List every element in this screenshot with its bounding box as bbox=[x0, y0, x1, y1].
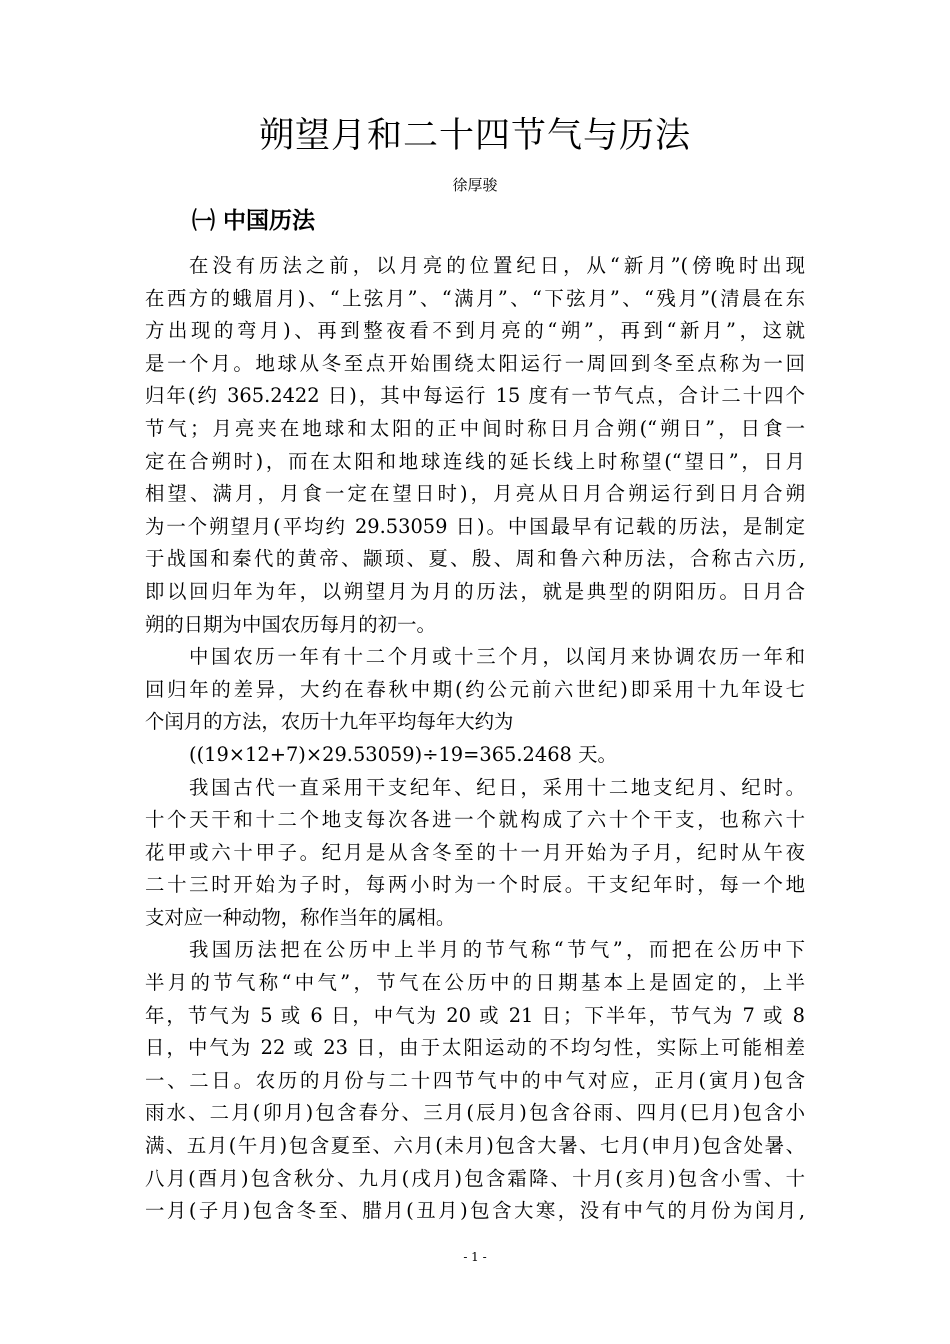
paragraph-line: 于战国和秦代的黄帝、颛顼、夏、殷、周和鲁六种历法，合称古六历, bbox=[145, 547, 805, 571]
paragraph-line: 日，中气为 22 或 23 日，由于太阳运动的不均匀性，实际上可能相差 bbox=[145, 1036, 805, 1060]
paragraph-line: 雨水、二月(卯月)包含春分、三月(辰月)包含谷雨、四月(巳月)包含小 bbox=[145, 1101, 805, 1125]
paragraph-line: 朔的日期为中国农历每月的初一。 bbox=[145, 612, 436, 636]
paragraph-line: 二十三时开始为子时，每两小时为一个时辰。干支纪年时，每一个地 bbox=[145, 873, 805, 897]
document-title: 朔望月和二十四节气与历法 bbox=[258, 116, 691, 156]
paragraph-line: 支对应一种动物，称作当年的属相。 bbox=[145, 905, 456, 929]
paragraph-line: 我国历法把在公历中上半月的节气称“节气”，而把在公历中下 bbox=[189, 938, 805, 962]
paragraph-line: 中国农历一年有十二个月或十三个月，以闰月来协调农历一年和 bbox=[189, 645, 805, 669]
paragraph-line: 年，节气为 5 或 6 日，中气为 20 或 21 日；下半年，节气为 7 或 8 bbox=[145, 1003, 805, 1027]
paragraph-line: 一月(子月)包含冬至、腊月(丑月)包含大寒，没有中气的月份为闰月, bbox=[145, 1199, 805, 1223]
section-heading: ㈠ 中国历法 bbox=[192, 208, 316, 234]
paragraph-line: 定在合朔时)，而在太阳和地球连线的延长线上时称望(“望日”，日月 bbox=[145, 449, 805, 473]
paragraph-line: 回归年的差异，大约在春秋中期(约公元前六世纪)即采用十九年设七 bbox=[145, 677, 805, 701]
paragraph-line: 满、五月(午月)包含夏至、六月(未月)包含大暑、七月(申月)包含处暑、 bbox=[145, 1134, 805, 1158]
paragraph-line: 个闰月的方法，农历十九年平均每年大约为 bbox=[145, 710, 514, 734]
paragraph-line: 归年(约 365.2422 日)，其中每运行 15 度有一节气点，合计二十四个 bbox=[145, 384, 805, 408]
paragraph-line: 节气；月亮夹在地球和太阳的正中间时称日月合朔(“朔日”，日食一 bbox=[145, 416, 805, 440]
paragraph-line: 十个天干和十二个地支每次各进一个就构成了六十个干支，也称六十 bbox=[145, 808, 805, 832]
paragraph-line: 是一个月。地球从冬至点开始围绕太阳运行一周回到冬至点称为一回 bbox=[145, 351, 805, 375]
paragraph-line: 相望、满月，月食一定在望日时)，月亮从日月合朔运行到日月合朔 bbox=[145, 482, 805, 506]
paragraph-line: 在没有历法之前，以月亮的位置纪日，从“新月”(傍晚时出现 bbox=[189, 254, 805, 277]
paragraph-line: 我国古代一直采用干支纪年、纪日，采用十二地支纪月、纪时。 bbox=[189, 775, 805, 799]
paragraph-line: 花甲或六十甲子。纪月是从含冬至的十一月开始为子月，纪时从午夜 bbox=[145, 840, 805, 864]
paragraph-line: 一、二日。农历的月份与二十四节气中的中气对应，正月(寅月)包含 bbox=[145, 1068, 805, 1092]
paragraph-line: 八月(酉月)包含秋分、九月(戌月)包含霜降、十月(亥月)包含小雪、十 bbox=[145, 1166, 805, 1190]
paragraph-line: 即以回归年为年，以朔望月为月的历法，就是典型的阴阳历。日月合 bbox=[145, 579, 805, 603]
document-author: 徐厚骏 bbox=[452, 176, 498, 194]
body-text bbox=[145, 250, 805, 1228]
paragraph-line: 为一个朔望月(平均约 29.53059 日)。中国最早有记载的历法，是制定 bbox=[145, 514, 805, 538]
formula-line: ((19×12+7)×29.53059)÷19=365.2468 天。 bbox=[189, 742, 617, 766]
paragraph-line: 半月的节气称“中气”，节气在公历中的日期基本上是固定的，上半 bbox=[145, 971, 805, 995]
paragraph-line: 在西方的蛾眉月)、“上弦月”、“满月”、“下弦月”、“残月”(清晨在东 bbox=[145, 286, 805, 310]
paragraph-line: 方出现的弯月)、再到整夜看不到月亮的“朔”，再到“新月”，这就 bbox=[145, 319, 805, 343]
page-number: - 1 - bbox=[463, 1250, 487, 1264]
